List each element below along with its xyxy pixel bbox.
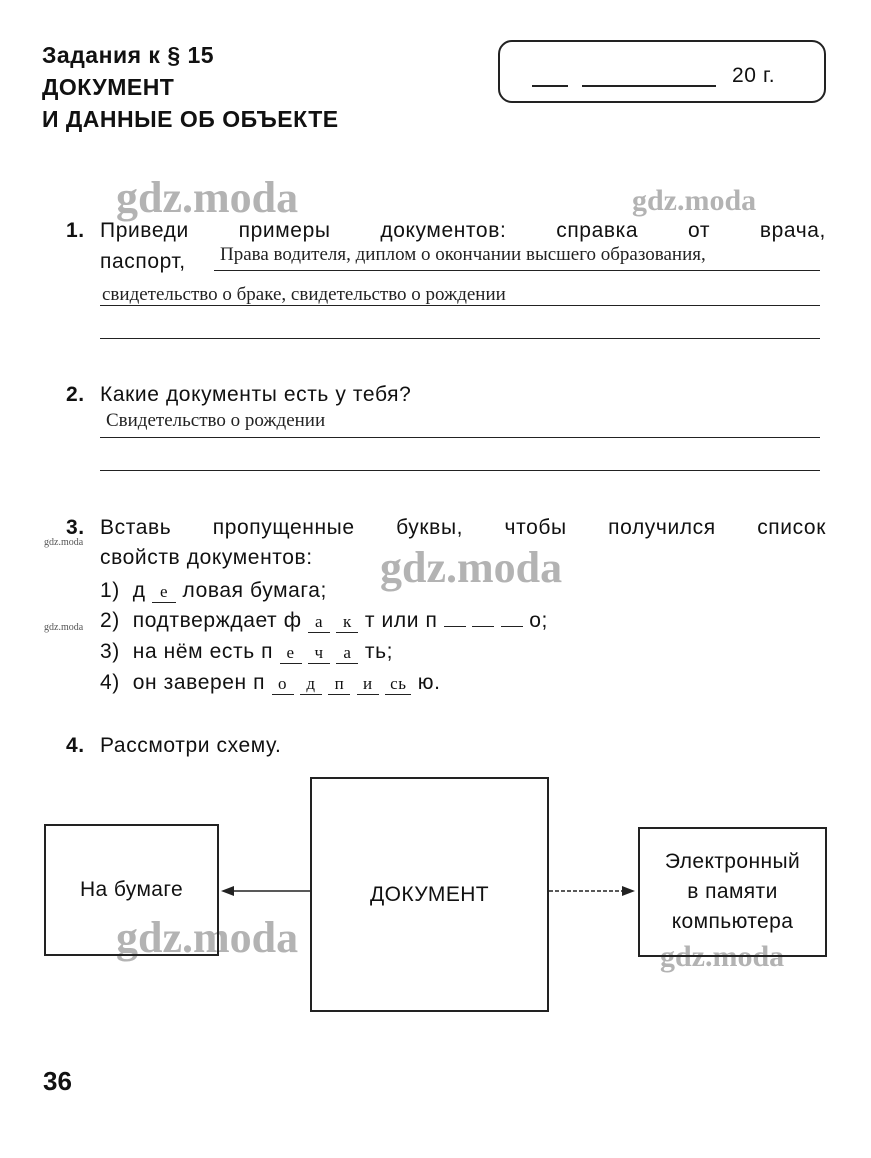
arrow-left	[221, 886, 310, 896]
task3-text-cont: свойств документов:	[100, 546, 313, 569]
task4-question: Рассмотри схему.	[100, 734, 282, 757]
task2-number: 2.	[66, 383, 85, 406]
task1-answer-line2: свидетельство о браке, свидетельство о рождении	[102, 284, 506, 305]
task2-answer: Свидетельство о рождении	[106, 410, 326, 431]
task3-item-3: 3) на нём есть п е ч а ть;	[100, 640, 394, 663]
scheme-label-electronic: Электронный	[664, 850, 801, 873]
letter-blank[interactable]: а	[336, 643, 358, 664]
task3-number: 3.	[66, 516, 85, 539]
page-subtitle: И ДАННЫЕ ОБ ОБЪЕКТЕ	[42, 106, 339, 132]
date-year-suffix: 20 г.	[732, 64, 776, 87]
task1-number: 1.	[66, 219, 85, 242]
task1-answer-line1: Права водителя, диплом о окончании высшего образования,	[220, 244, 706, 265]
watermark-small: gdz.moda	[44, 537, 84, 548]
letter-blank[interactable]: к	[336, 612, 358, 633]
task3-item-1: 1) д е ловая бумага;	[100, 579, 327, 602]
letter-blank[interactable]: ч	[308, 643, 330, 664]
letter-blank[interactable]: и	[357, 674, 379, 695]
scheme-label-electronic: компьютера	[671, 910, 794, 933]
task1-text: Приведи примеры документов: справка от врача,	[100, 219, 826, 242]
task1-text-cont: паспорт,	[100, 250, 186, 273]
page-number: 36	[43, 1066, 72, 1096]
letter-blank[interactable]: а	[308, 612, 330, 633]
scheme-label-electronic: в памяти	[687, 880, 778, 903]
watermark: gdz.moda	[632, 184, 757, 217]
page-title: ДОКУМЕНТ	[42, 74, 175, 100]
scheme-label-paper: На бумаге	[79, 878, 184, 901]
letter-blank[interactable]: сь	[385, 674, 411, 695]
task3-item-2: 2) подтверждает ф а к т или п о;	[100, 609, 548, 632]
watermark: gdz.moda	[660, 940, 785, 973]
scheme-label-document: ДОКУМЕНТ	[369, 882, 490, 906]
letter-blank[interactable]: п	[328, 674, 350, 695]
watermark-small: gdz.moda	[44, 622, 84, 633]
watermark: gdz.moda	[380, 543, 563, 592]
letter-blank[interactable]: о	[272, 674, 294, 695]
letter-blank[interactable]: е	[280, 643, 302, 664]
task4-number: 4.	[66, 734, 85, 757]
watermark: gdz.moda	[116, 173, 299, 222]
section-label: Задания к § 15	[42, 42, 215, 68]
task3-text: Вставь пропущенные буквы, чтобы получился список	[100, 516, 826, 539]
watermark: gdz.moda	[116, 913, 299, 962]
letter-blank[interactable]: е	[152, 582, 176, 603]
task3-item-4: 4) он заверен п о д п и сь ю.	[100, 671, 441, 694]
letter-blank[interactable]: д	[300, 674, 322, 695]
arrow-right	[549, 886, 635, 896]
task2-question: Какие документы есть у тебя?	[100, 383, 412, 406]
